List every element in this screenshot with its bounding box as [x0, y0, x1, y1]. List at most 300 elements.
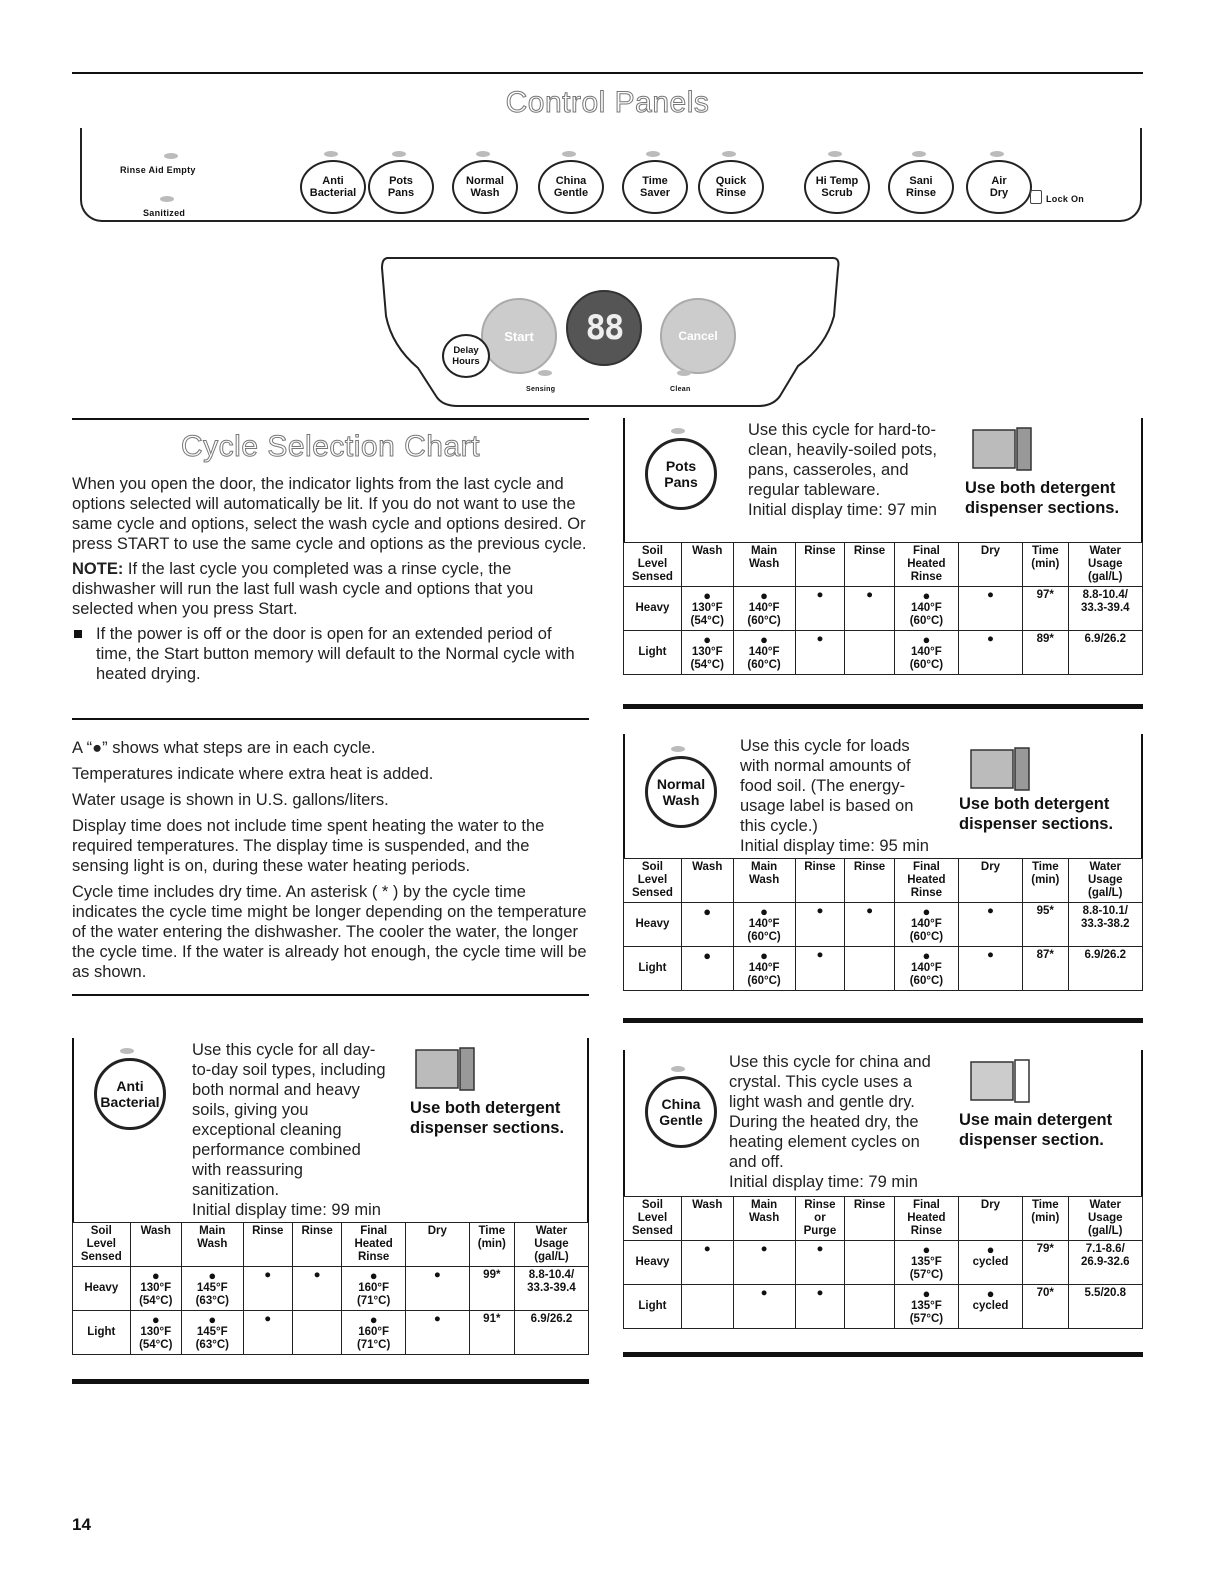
table-header-cell: Dry: [958, 543, 1022, 587]
cell-value: 89*: [1036, 633, 1054, 645]
cycle-icon-label: Gentle: [659, 1112, 703, 1128]
detergent-note-line: Use both detergent: [410, 1099, 561, 1117]
cycle-led-icon: [324, 151, 338, 157]
table-header-cell: Water Usage (gal/L): [1068, 859, 1142, 903]
cycle-button[interactable]: [804, 160, 870, 214]
cycle-led-icon: [671, 428, 685, 434]
cycle-button[interactable]: [622, 160, 688, 214]
china-cycle-icon: [645, 1076, 717, 1148]
cycle-icon-label: Normal: [656, 776, 706, 792]
table-header-cell: Water Usage (gal/L): [514, 1223, 588, 1267]
table-cell: [681, 631, 733, 675]
cycle-description: [748, 420, 937, 520]
step-dot-icon: ●: [703, 948, 712, 963]
step-dot-icon: ●: [922, 904, 931, 919]
description-line: usage label is based on: [740, 797, 914, 815]
cell-value: ●: [987, 949, 994, 961]
cycle-button[interactable]: [888, 160, 954, 214]
table-cell: [795, 1241, 845, 1285]
cell-value: 140°F (60°C): [747, 646, 781, 671]
table-cell: [624, 1241, 682, 1285]
table-cell: [733, 1241, 795, 1285]
table-header-cell: Water Usage (gal/L): [1068, 1197, 1142, 1241]
description-line: exceptional cleaning: [192, 1121, 342, 1139]
block-side-rule: [1141, 1050, 1143, 1196]
table-header-cell: Final Heated Rinse: [342, 1223, 406, 1267]
cell-value: 140°F (60°C): [909, 918, 944, 943]
table-row: [73, 1311, 589, 1355]
bullet-text: If the power is off or the door is open for an extended period of time, the Start button memory will default to the Normal cycle with heated drying.: [96, 625, 575, 683]
table-header-cell: Dry: [958, 859, 1022, 903]
cycle-button-line1: Anti: [322, 175, 344, 187]
cell-value: cycled: [972, 1300, 1009, 1312]
bullet-item: [72, 624, 587, 684]
cycle-button[interactable]: [966, 160, 1032, 214]
top-rule: [72, 72, 1143, 74]
cycle-led-icon: [912, 151, 926, 157]
hours-label: Hours: [452, 356, 480, 367]
table-header-cell: Wash: [681, 859, 733, 903]
table-cell: [681, 587, 733, 631]
cycle-button-line2: Scrub: [821, 187, 853, 199]
table-header-cell: Main Wash: [181, 1223, 243, 1267]
cycle-icon-label: Anti: [116, 1078, 144, 1094]
table-header-cell: Rinse: [845, 1197, 895, 1241]
cell-value: Heavy: [635, 918, 670, 930]
step-dot-icon: ●: [151, 1268, 160, 1283]
description-line: food soil. (The energy-: [740, 777, 906, 795]
table-cell: [845, 947, 895, 991]
step-dot-icon: ●: [922, 948, 931, 963]
table-cell: [845, 1285, 895, 1329]
block-bottom-rule: [623, 1018, 1143, 1023]
detergent-note-line: dispenser section.: [959, 1131, 1104, 1149]
cancel-button[interactable]: Cancel: [660, 298, 736, 374]
table-cell: [845, 903, 895, 947]
cell-value: Light: [87, 1326, 116, 1338]
block-side-rule: [1141, 734, 1143, 858]
step-dot-icon: ●: [703, 904, 712, 919]
cell-value: 140°F (60°C): [909, 646, 944, 671]
cell-value: 6.9/26.2: [530, 1313, 573, 1325]
table-header-cell: Water Usage (gal/L): [1068, 543, 1142, 587]
table-cell: [845, 587, 895, 631]
step-dot-icon: ●: [922, 588, 931, 603]
cell-value: ●: [816, 633, 824, 645]
table-header-cell: Soil Level Sensed: [73, 1223, 131, 1267]
cycle-icon-label: Bacterial: [100, 1094, 160, 1110]
sensing-led-icon: [538, 370, 552, 376]
table-header-cell: Wash: [130, 1223, 181, 1267]
cycle-block-anti: [72, 1038, 589, 1383]
cell-value: 140°F (60°C): [909, 602, 944, 627]
cycle-icon-label: Pans: [664, 474, 698, 490]
cell-value: ●: [816, 1287, 824, 1299]
step-dot-icon: ●: [922, 1242, 931, 1257]
table-cell: [130, 1267, 181, 1311]
cycle-led-icon: [722, 151, 736, 157]
cell-value: ●: [264, 1269, 272, 1281]
detergent-note-line: Use both detergent: [959, 795, 1110, 813]
sensing-label: Sensing: [526, 386, 556, 393]
cell-value: 130°F (54°C): [139, 1282, 173, 1307]
table-cell: [958, 1285, 1022, 1329]
cycle-button-line1: Pots: [389, 175, 413, 187]
rinse-aid-empty-label: Rinse Aid Empty: [120, 165, 196, 175]
table-header-cell: Final Heated Rinse: [894, 543, 958, 587]
description-line: Use this cycle for all day-: [192, 1041, 376, 1059]
description-line: Use this cycle for china and: [729, 1053, 931, 1071]
table-cell: [405, 1311, 469, 1355]
cycle-led-icon: [562, 151, 576, 157]
page-number: 14: [72, 1515, 91, 1534]
table-cell: [1023, 903, 1068, 947]
legend-line-5: Cycle time includes dry time. An asterisk ( * ) by the cycle time indicates the cycle time might be longer depending on the temperature of the water entering the dishwasher. The cooler the water, the longer the cycle time. If the water is already hot enough, the cycle time will be as shown.: [72, 883, 587, 981]
cell-value: 79*: [1036, 1243, 1054, 1255]
table-cell: [1023, 1241, 1068, 1285]
table-row: [73, 1267, 589, 1311]
cell-value: ●: [760, 1287, 768, 1299]
step-dot-icon: ●: [760, 632, 769, 647]
table-cell: [243, 1311, 292, 1355]
table-cell: [1068, 587, 1142, 631]
table-cell: [243, 1267, 292, 1311]
table-cell: [795, 947, 845, 991]
cell-value: ●: [816, 905, 824, 917]
table-header-cell: Soil Level Sensed: [624, 859, 682, 903]
cell-value: 140°F (60°C): [747, 918, 781, 943]
description-line: soils, giving you: [192, 1101, 309, 1119]
delay-label: Delay: [453, 345, 479, 356]
description-line: heating element cycles on: [729, 1133, 920, 1151]
cycle-table: [623, 1196, 1143, 1329]
note-text: If the last cycle you completed was a rinse cycle, the dishwasher will run the last full wash cycle and options that you selected when you press Start.: [72, 560, 534, 618]
cell-value: ●: [703, 1243, 711, 1255]
cell-value: ●: [816, 589, 824, 601]
cycle-led-icon: [671, 746, 685, 752]
description-line: with reassuring: [192, 1161, 303, 1179]
cycle-button-line2: Rinse: [716, 187, 746, 199]
table-cell: [733, 1285, 795, 1329]
description-line: During the heated dry, the: [729, 1113, 919, 1131]
cycle-button[interactable]: [368, 160, 434, 214]
table-cell: [958, 947, 1022, 991]
cycle-led-icon: [476, 151, 490, 157]
table-cell: [1068, 631, 1142, 675]
cell-value: 91*: [483, 1313, 501, 1325]
table-cell: [733, 903, 795, 947]
table-cell: [733, 631, 795, 675]
legend-line-3: Water usage is shown in U.S. gallons/liters.: [72, 791, 389, 809]
time-display: [566, 290, 642, 366]
table-cell: [469, 1311, 514, 1355]
cell-value: 130°F (54°C): [139, 1326, 173, 1351]
cell-value: ●: [313, 1269, 321, 1281]
cell-value: ●: [760, 1243, 768, 1255]
cell-value: ●: [866, 589, 874, 601]
sanitized-led-icon: [160, 196, 174, 202]
block-side-rule: [623, 418, 625, 542]
table-cell: [1023, 947, 1068, 991]
table-header-row: [624, 859, 1143, 903]
legend-top-rule: [72, 718, 589, 720]
table-cell: [1068, 1241, 1142, 1285]
clean-label: Clean: [670, 386, 691, 393]
detergent-dispenser-icon: [414, 1046, 478, 1092]
cell-value: ●: [816, 949, 824, 961]
cell-value: 7.1-8.6/ 26.9-32.6: [1080, 1243, 1130, 1268]
table-header-cell: Rinse or Purge: [795, 1197, 845, 1241]
detergent-note-line: Use both detergent: [965, 479, 1116, 497]
cycle-button-line2: Saver: [640, 187, 670, 199]
description-line: and off.: [729, 1153, 784, 1171]
description-line: Use this cycle for loads: [740, 737, 910, 755]
note-label: NOTE:: [72, 560, 124, 578]
delay-hours-button[interactable]: [442, 334, 490, 378]
time-display-digits: 88: [585, 308, 623, 348]
step-dot-icon: ●: [369, 1268, 378, 1283]
table-cell: [624, 903, 682, 947]
table-header-cell: Rinse: [795, 859, 845, 903]
description-line: Initial display time: 97 min: [748, 501, 937, 519]
table-cell: [1023, 631, 1068, 675]
table-cell: [342, 1311, 406, 1355]
step-dot-icon: ●: [986, 1242, 995, 1257]
cycle-button-line2: Gentle: [553, 187, 589, 199]
cycle-block-pots: [623, 418, 1143, 708]
cycle-led-icon: [646, 151, 660, 157]
table-cell: [795, 631, 845, 675]
table-header-cell: Rinse: [292, 1223, 341, 1267]
table-cell: [894, 1285, 958, 1329]
table-cell: [1023, 1285, 1068, 1329]
cycle-led-icon: [828, 151, 842, 157]
cell-value: 140°F (60°C): [747, 962, 781, 987]
table-cell: [1068, 903, 1142, 947]
description-line: Initial display time: 79 min: [729, 1173, 918, 1191]
cycle-table: [72, 1222, 589, 1355]
cell-value: 140°F (60°C): [909, 962, 944, 987]
table-cell: [681, 903, 733, 947]
table-header-cell: Rinse: [243, 1223, 292, 1267]
table-cell: [795, 587, 845, 631]
table-header-cell: Dry: [958, 1197, 1022, 1241]
step-dot-icon: ●: [760, 588, 769, 603]
detergent-note-line: dispenser sections.: [965, 499, 1120, 517]
bullet-square-icon: [74, 630, 82, 638]
cycle-button-line1: Quick: [715, 175, 747, 187]
table-cell: [894, 1241, 958, 1285]
block-bottom-rule: [623, 704, 1143, 709]
description-line: to-day soil types, including: [192, 1061, 386, 1079]
table-header-row: [624, 1197, 1143, 1241]
table-cell: [845, 631, 895, 675]
cycle-button[interactable]: [698, 160, 764, 214]
table-cell: [342, 1267, 406, 1311]
table-cell: [681, 947, 733, 991]
table-cell: [514, 1311, 588, 1355]
description-line: both normal and heavy: [192, 1081, 360, 1099]
detergent-note: [959, 794, 1113, 834]
step-dot-icon: ●: [760, 904, 769, 919]
block-side-rule: [72, 1038, 74, 1222]
description-line: sanitization.: [192, 1181, 280, 1199]
cell-value: 8.8-10.4/ 33.3-39.4: [527, 1269, 576, 1294]
description-line: Use this cycle for hard-to-: [748, 421, 936, 439]
detergent-note: [959, 1110, 1112, 1150]
cell-value: 70*: [1036, 1287, 1054, 1299]
description-line: light wash and gentle dry.: [729, 1093, 915, 1111]
table-header-cell: Wash: [681, 1197, 733, 1241]
cycle-button-line1: Hi Temp: [815, 175, 859, 187]
table-cell: [958, 631, 1022, 675]
table-cell: [292, 1311, 341, 1355]
cycle-chart-intro: [72, 474, 587, 684]
note-paragraph: [72, 559, 587, 619]
cycle-button-line1: Normal: [466, 175, 504, 187]
cycle-button-line1: Sani: [909, 175, 933, 187]
table-header-cell: Main Wash: [733, 543, 795, 587]
table-cell: [733, 947, 795, 991]
cycle-icon-label: China: [661, 1096, 701, 1112]
table-header-cell: Main Wash: [733, 1197, 795, 1241]
cycle-led-icon: [392, 151, 406, 157]
cycle-block-normal: [623, 734, 1143, 1022]
cycle-button-line2: Dry: [989, 187, 1009, 199]
cycle-button-line2: Rinse: [906, 187, 936, 199]
cell-value: 145°F (63°C): [195, 1326, 229, 1351]
table-cell: [181, 1267, 243, 1311]
cell-value: ●: [987, 905, 994, 917]
cycle-button-line1: Time: [642, 175, 668, 187]
table-cell: [1068, 947, 1142, 991]
table-header-cell: Main Wash: [733, 859, 795, 903]
table-cell: [130, 1311, 181, 1355]
cell-value: cycled: [972, 1256, 1009, 1268]
detergent-dispenser-icon: [969, 1058, 1033, 1104]
cycle-description: [740, 736, 929, 856]
cycle-button[interactable]: [538, 160, 604, 214]
table-cell: [894, 587, 958, 631]
description-line: this cycle.): [740, 817, 818, 835]
block-bottom-rule: [623, 1352, 1143, 1357]
table-header-cell: Final Heated Rinse: [894, 859, 958, 903]
cell-value: 8.8-10.4/ 33.3-39.4: [1080, 589, 1130, 614]
detergent-note-line: Use main detergent: [959, 1111, 1113, 1129]
legend-line-4: Display time does not include time spent heating the water to the required temperatures. The display time is suspended, and the sensing light is on, during these water heating periods.: [72, 817, 545, 875]
detergent-dispenser-icon: [971, 426, 1035, 472]
anti-cycle-icon: [94, 1058, 166, 1130]
cell-value: ●: [816, 1243, 824, 1255]
cycle-icon-label: Pots: [665, 458, 697, 474]
table-cell: [795, 903, 845, 947]
detergent-dispenser-icon: [969, 746, 1033, 792]
table-header-row: [624, 543, 1143, 587]
cycle-description: [729, 1052, 931, 1192]
cell-value: Light: [638, 962, 667, 974]
legend-line-2: Temperatures indicate where extra heat is added.: [72, 765, 434, 783]
legend-line-1: A “●” shows what steps are in each cycle.: [72, 739, 376, 757]
chart-top-rule: [72, 418, 589, 420]
detergent-note-line: dispenser sections.: [959, 815, 1114, 833]
table-header-cell: Dry: [405, 1223, 469, 1267]
cycle-led-icon: [990, 151, 1004, 157]
table-cell: [845, 1241, 895, 1285]
table-header-cell: Wash: [681, 543, 733, 587]
cell-value: Light: [638, 1300, 667, 1312]
table-cell: [681, 1241, 733, 1285]
cell-value: ●: [866, 905, 874, 917]
cell-value: Heavy: [84, 1282, 119, 1294]
table-cell: [624, 631, 682, 675]
step-dot-icon: ●: [208, 1268, 217, 1283]
lock-icon: [1030, 190, 1042, 204]
table-row: [624, 903, 1143, 947]
table-header-cell: Soil Level Sensed: [624, 1197, 682, 1241]
block-side-rule: [1141, 418, 1143, 542]
step-dot-icon: ●: [760, 948, 769, 963]
cell-value: Light: [638, 646, 667, 658]
cycle-led-icon: [120, 1048, 134, 1054]
cycle-button[interactable]: [300, 160, 366, 214]
table-header-cell: Final Heated Rinse: [894, 1197, 958, 1241]
sanitized-label: Sanitized: [143, 208, 186, 218]
table-cell: [894, 903, 958, 947]
cell-value: 99*: [483, 1269, 501, 1281]
cell-value: 130°F (54°C): [690, 602, 724, 627]
table-cell: [292, 1267, 341, 1311]
table-cell: [73, 1267, 131, 1311]
cell-value: 135°F (57°C): [909, 1256, 944, 1281]
step-dot-icon: ●: [922, 1286, 931, 1301]
description-line: regular tableware.: [748, 481, 881, 499]
table-header-cell: Time (min): [1023, 543, 1068, 587]
cell-value: 6.9/26.2: [1084, 633, 1127, 645]
start-button[interactable]: Start: [481, 298, 557, 374]
table-cell: [624, 587, 682, 631]
block-side-rule: [623, 1050, 625, 1196]
table-cell: [624, 1285, 682, 1329]
block-side-rule: [623, 734, 625, 858]
cell-value: ●: [264, 1313, 272, 1325]
cycle-button[interactable]: [452, 160, 518, 214]
cycle-block-china: [623, 1050, 1143, 1356]
lock-on-label: Lock On: [1046, 194, 1085, 204]
cell-value: ●: [987, 633, 994, 645]
cycle-button-line2: Wash: [470, 187, 500, 199]
description-line: clean, heavily-soiled pots,: [748, 441, 937, 459]
table-header-cell: Rinse: [845, 543, 895, 587]
table-header-cell: Rinse: [845, 859, 895, 903]
table-cell: [733, 587, 795, 631]
step-dot-icon: ●: [151, 1312, 160, 1327]
legend-bottom-rule: [72, 994, 589, 996]
table-row: [624, 587, 1143, 631]
description-line: with normal amounts of: [740, 757, 911, 775]
intro-paragraph: When you open the door, the indicator lights from the last cycle and options selected will automatically be lit. If you do not want to use the same cycle and options, select the wash cycle and options desired. Or press START to use the same cycle and options as the previous cycle.: [72, 475, 587, 553]
cell-value: 130°F (54°C): [690, 646, 724, 671]
table-cell: [469, 1267, 514, 1311]
table-cell: [894, 947, 958, 991]
table-cell: [795, 1285, 845, 1329]
step-dot-icon: ●: [986, 1286, 995, 1301]
cycle-table: [623, 858, 1143, 991]
cycle-icon-label: Wash: [662, 792, 700, 808]
step-dot-icon: ●: [208, 1312, 217, 1327]
table-cell: [681, 1285, 733, 1329]
clean-led-icon: [677, 370, 691, 376]
pots-cycle-icon: [645, 438, 717, 510]
